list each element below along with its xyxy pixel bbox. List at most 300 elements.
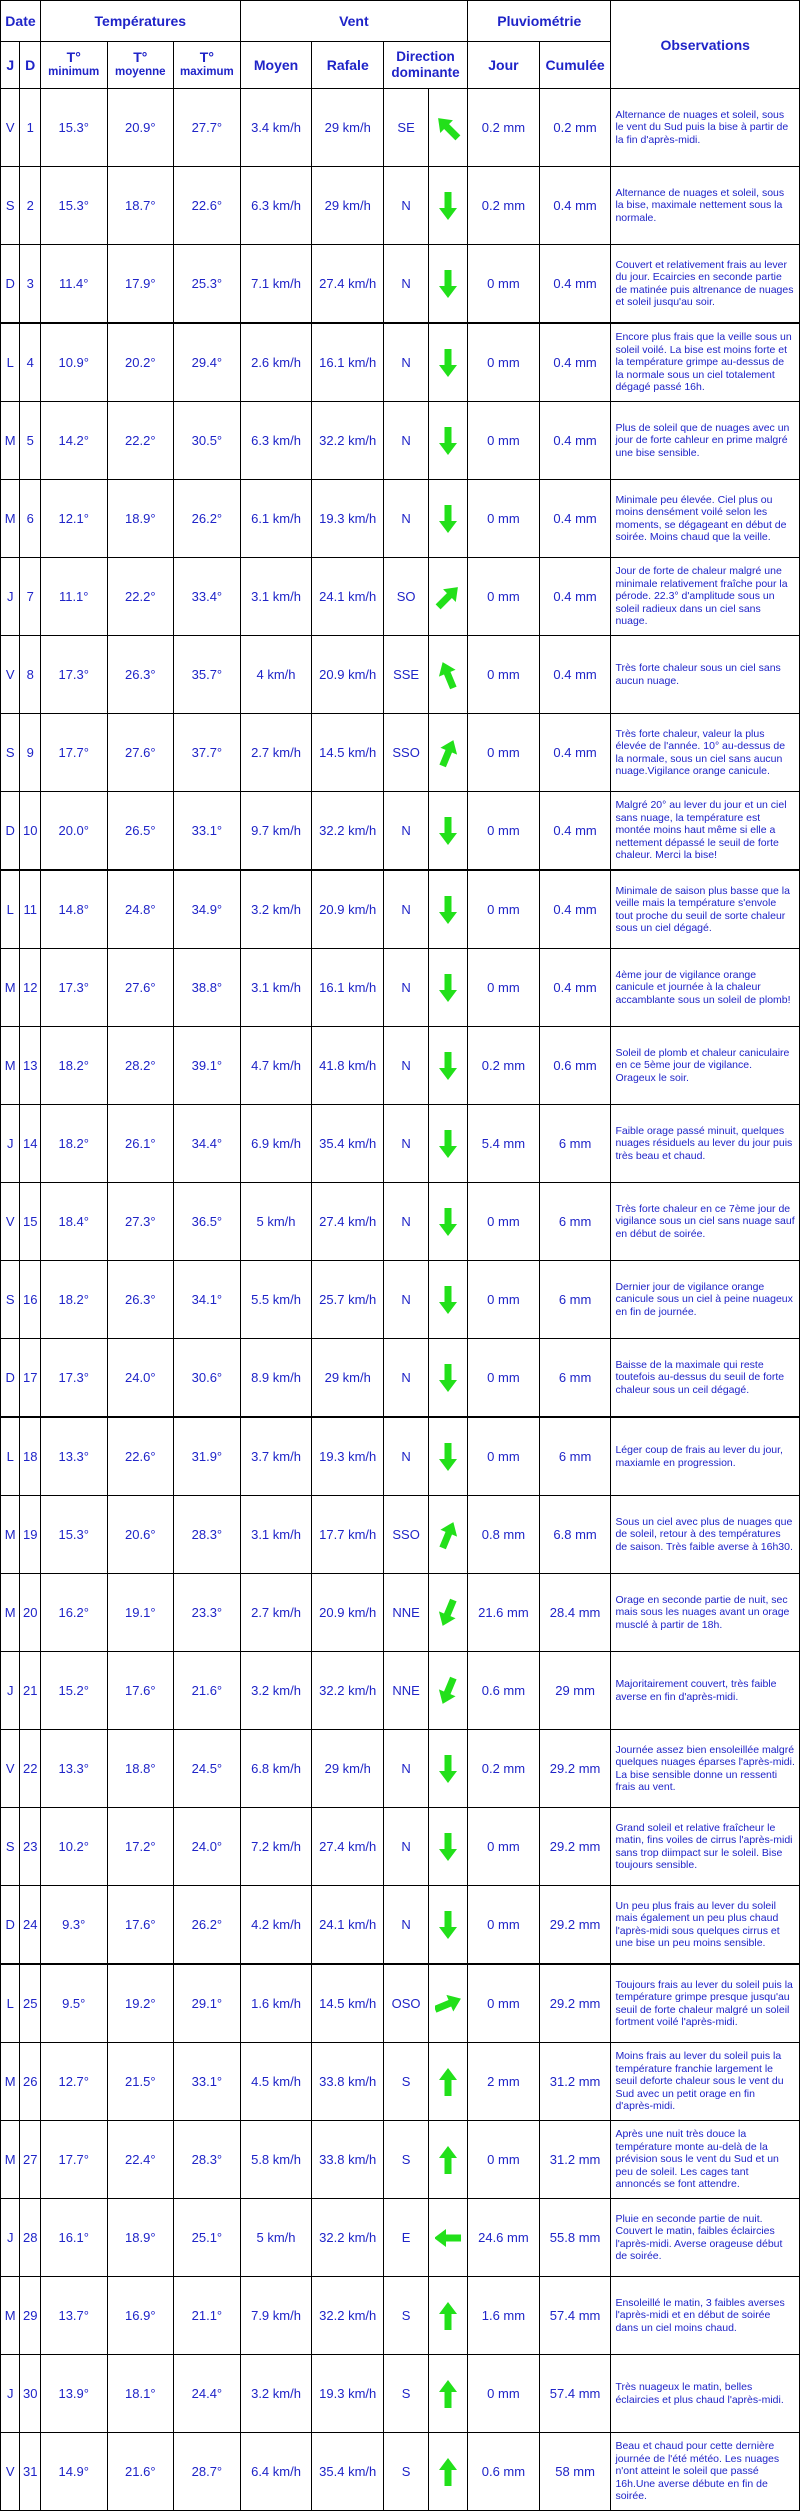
vent-moyen: 3.2 km/h — [240, 1652, 312, 1730]
day-number: 24 — [20, 1886, 41, 1965]
wind-arrow-icon — [429, 558, 468, 636]
pluie-jour: 0 mm — [468, 1261, 540, 1339]
pluie-cumulee: 29 mm — [539, 1652, 611, 1730]
pluie-cumulee: 6 mm — [539, 1105, 611, 1183]
day-number: 12 — [20, 949, 41, 1027]
observation-text: Moins frais au lever du soleil puis la température franchie largement le seuil deforte chaleur sous le vent du Sud avec un petit orage en fin d'après-midi. — [611, 2043, 800, 2121]
vent-rafale: 35.4 km/h — [312, 1105, 384, 1183]
vent-rafale: 14.5 km/h — [312, 714, 384, 792]
wind-arrow-icon — [429, 1652, 468, 1730]
temp-min: 16.2° — [40, 1574, 107, 1652]
vent-moyen: 2.7 km/h — [240, 1574, 312, 1652]
vent-direction: E — [384, 2199, 429, 2277]
vent-rafale: 19.3 km/h — [312, 1417, 384, 1496]
day-letter: D — [1, 245, 20, 324]
pluie-cumulee: 58 mm — [539, 2433, 611, 2511]
day-number: 9 — [20, 714, 41, 792]
table-row — [1, 167, 800, 245]
day-letter: M — [1, 1574, 20, 1652]
vent-direction: N — [384, 1105, 429, 1183]
table-row — [1, 2199, 800, 2277]
vent-direction: N — [384, 323, 429, 402]
pluie-jour: 0 mm — [468, 2355, 540, 2433]
pluie-cumulee: 6 mm — [539, 1261, 611, 1339]
day-number: 22 — [20, 1730, 41, 1808]
pluie-jour: 0 mm — [468, 1183, 540, 1261]
temp-min: 10.2° — [40, 1808, 107, 1886]
pluie-cumulee: 0.4 mm — [539, 714, 611, 792]
day-letter: L — [1, 870, 20, 949]
vent-direction: N — [384, 1339, 429, 1418]
vent-rafale: 14.5 km/h — [312, 1964, 384, 2043]
day-letter: V — [1, 1730, 20, 1808]
observation-text: Très forte chaleur en ce 7ème jour de vigilance sous un ciel sans nuage sauf en début de soirée. — [611, 1183, 800, 1261]
temp-moyenne: 16.9° — [107, 2277, 174, 2355]
table-row — [1, 2277, 800, 2355]
table-row — [1, 1574, 800, 1652]
vent-moyen: 3.1 km/h — [240, 949, 312, 1027]
temp-max: 38.8° — [174, 949, 241, 1027]
header-vent-moyen: Moyen — [240, 42, 312, 89]
temp-min: 17.3° — [40, 636, 107, 714]
vent-moyen: 5.5 km/h — [240, 1261, 312, 1339]
temp-max: 28.3° — [174, 2121, 241, 2199]
temp-min: 16.1° — [40, 2199, 107, 2277]
day-letter: S — [1, 1261, 20, 1339]
day-number: 3 — [20, 245, 41, 324]
temp-max: 30.5° — [174, 402, 241, 480]
temp-moyenne: 17.9° — [107, 245, 174, 324]
temp-moyenne: 21.6° — [107, 2433, 174, 2511]
observation-text: Minimale de saison plus basse que la veille mais la température s'envole tout proche du seuil de sorte chaleur sous un ciel dégagé. — [611, 870, 800, 949]
temp-moyenne: 27.6° — [107, 949, 174, 1027]
day-letter: L — [1, 323, 20, 402]
day-number: 11 — [20, 870, 41, 949]
day-letter: J — [1, 558, 20, 636]
wind-arrow-icon — [429, 1730, 468, 1808]
temp-min: 11.1° — [40, 558, 107, 636]
day-letter: S — [1, 714, 20, 792]
pluie-jour: 0.2 mm — [468, 1027, 540, 1105]
day-letter: V — [1, 1183, 20, 1261]
temp-max: 28.3° — [174, 1496, 241, 1574]
pluie-cumulee: 0.4 mm — [539, 323, 611, 402]
day-number: 19 — [20, 1496, 41, 1574]
temp-min: 20.0° — [40, 792, 107, 871]
day-letter: V — [1, 636, 20, 714]
temp-max: 35.7° — [174, 636, 241, 714]
vent-rafale: 29 km/h — [312, 1339, 384, 1418]
pluie-jour: 0 mm — [468, 949, 540, 1027]
temp-moyenne: 19.2° — [107, 1964, 174, 2043]
temp-moyenne: 27.3° — [107, 1183, 174, 1261]
pluie-cumulee: 6 mm — [539, 1183, 611, 1261]
temp-max: 34.1° — [174, 1261, 241, 1339]
vent-direction: S — [384, 2043, 429, 2121]
day-number: 23 — [20, 1808, 41, 1886]
table-row — [1, 714, 800, 792]
temp-moyenne: 21.5° — [107, 2043, 174, 2121]
temp-max: 33.1° — [174, 2043, 241, 2121]
header-tmax: T° maximum — [174, 42, 241, 89]
temp-max: 31.9° — [174, 1417, 241, 1496]
header-vent: Vent — [240, 1, 467, 42]
day-number: 2 — [20, 167, 41, 245]
pluie-cumulee: 0.4 mm — [539, 792, 611, 871]
temp-min: 17.3° — [40, 949, 107, 1027]
vent-rafale: 29 km/h — [312, 1730, 384, 1808]
vent-direction: SO — [384, 558, 429, 636]
temp-min: 13.3° — [40, 1730, 107, 1808]
temp-min: 18.4° — [40, 1183, 107, 1261]
observation-text: Un peu plus frais au lever du soleil mais également un peu plus chaud l'après-midi sous quelques cirrus et une bise un peu moins sensible. — [611, 1886, 800, 1965]
observation-text: Après une nuit très douce la température monte au-delà de la prévision sous le vent du Sud et un peu de soleil. Les cages tant annoncés se font attendre. — [611, 2121, 800, 2199]
day-letter: L — [1, 1417, 20, 1496]
vent-direction: S — [384, 2433, 429, 2511]
temp-max: 39.1° — [174, 1027, 241, 1105]
table-row — [1, 1105, 800, 1183]
vent-moyen: 7.9 km/h — [240, 2277, 312, 2355]
pluie-cumulee: 55.8 mm — [539, 2199, 611, 2277]
observation-text: Dernier jour de vigilance orange canicule sous un ciel à peine nuageux en fin de journée. — [611, 1261, 800, 1339]
table-row — [1, 323, 800, 402]
temp-moyenne: 22.6° — [107, 1417, 174, 1496]
temp-max: 25.3° — [174, 245, 241, 324]
day-number: 16 — [20, 1261, 41, 1339]
pluie-jour: 0 mm — [468, 558, 540, 636]
temp-max: 36.5° — [174, 1183, 241, 1261]
temp-moyenne: 17.2° — [107, 1808, 174, 1886]
header-day-letter: J — [1, 42, 20, 89]
observation-text: Jour de forte de chaleur malgré une minimale relativement fraîche pour la pérode. 22.3° d'amplitude sous un soleil radieux dans un ciel sans nuage. — [611, 558, 800, 636]
pluie-jour: 0.6 mm — [468, 1652, 540, 1730]
temp-min: 15.3° — [40, 89, 107, 167]
wind-arrow-icon — [429, 2199, 468, 2277]
wind-arrow-icon — [429, 89, 468, 167]
table-row — [1, 1496, 800, 1574]
vent-direction: N — [384, 949, 429, 1027]
table-row — [1, 1183, 800, 1261]
vent-moyen: 3.7 km/h — [240, 1417, 312, 1496]
vent-rafale: 32.2 km/h — [312, 2277, 384, 2355]
vent-moyen: 3.1 km/h — [240, 1496, 312, 1574]
observation-text: Très forte chaleur sous un ciel sans aucun nuage. — [611, 636, 800, 714]
temp-moyenne: 22.4° — [107, 2121, 174, 2199]
temp-min: 9.3° — [40, 1886, 107, 1965]
temp-moyenne: 19.1° — [107, 1574, 174, 1652]
vent-rafale: 17.7 km/h — [312, 1496, 384, 1574]
pluie-jour: 21.6 mm — [468, 1574, 540, 1652]
vent-rafale: 27.4 km/h — [312, 1808, 384, 1886]
header-pluie-cumulee: Cumulée — [539, 42, 611, 89]
wind-arrow-icon — [429, 245, 468, 324]
vent-moyen: 2.6 km/h — [240, 323, 312, 402]
vent-rafale: 32.2 km/h — [312, 792, 384, 871]
temp-moyenne: 26.5° — [107, 792, 174, 871]
pluie-cumulee: 29.2 mm — [539, 1730, 611, 1808]
table-row — [1, 870, 800, 949]
vent-direction: N — [384, 1027, 429, 1105]
wind-arrow-icon — [429, 792, 468, 871]
day-letter: M — [1, 480, 20, 558]
vent-rafale: 32.2 km/h — [312, 2199, 384, 2277]
day-number: 14 — [20, 1105, 41, 1183]
pluie-jour: 24.6 mm — [468, 2199, 540, 2277]
day-number: 18 — [20, 1417, 41, 1496]
wind-arrow-icon — [429, 1105, 468, 1183]
pluie-cumulee: 0.4 mm — [539, 480, 611, 558]
temp-moyenne: 18.9° — [107, 480, 174, 558]
wind-arrow-icon — [429, 1417, 468, 1496]
day-letter: D — [1, 1339, 20, 1418]
vent-rafale: 16.1 km/h — [312, 949, 384, 1027]
header-pluviometrie: Pluviométrie — [468, 1, 611, 42]
temp-min: 13.9° — [40, 2355, 107, 2433]
observation-text: Sous un ciel avec plus de nuages que de soleil, retour à des températures de saison. Très faible averse à 16h30. — [611, 1496, 800, 1574]
day-number: 4 — [20, 323, 41, 402]
day-number: 13 — [20, 1027, 41, 1105]
vent-moyen: 6.4 km/h — [240, 2433, 312, 2511]
observation-text: Majoritairement couvert, très faible averse en fin d'après-midi. — [611, 1652, 800, 1730]
vent-rafale: 35.4 km/h — [312, 2433, 384, 2511]
wind-arrow-icon — [429, 1027, 468, 1105]
vent-direction: N — [384, 1730, 429, 1808]
pluie-jour: 0 mm — [468, 245, 540, 324]
wind-arrow-icon — [429, 949, 468, 1027]
pluie-cumulee: 0.4 mm — [539, 870, 611, 949]
vent-direction: N — [384, 1808, 429, 1886]
observation-text: Plus de soleil que de nuages avec un jour de forte cahleur en prime malgré une bise sensible. — [611, 402, 800, 480]
day-number: 1 — [20, 89, 41, 167]
temp-max: 37.7° — [174, 714, 241, 792]
wind-arrow-icon — [429, 2277, 468, 2355]
header-tmin: T° minimum — [40, 42, 107, 89]
header-observations: Observations — [611, 1, 800, 89]
vent-rafale: 20.9 km/h — [312, 870, 384, 949]
observation-text: Malgré 20° au lever du jour et un ciel sans nuage, la température est montée moins haut même si elle a nettement dépassé le seuil de forte chaleur. Merci la bise! — [611, 792, 800, 871]
observation-text: Pluie en seconde partie de nuit. Couvert le matin, faibles éclaircies l'après-midi. Averse orageuse début de soirée. — [611, 2199, 800, 2277]
day-letter: L — [1, 1964, 20, 2043]
vent-direction: N — [384, 402, 429, 480]
day-letter: J — [1, 2355, 20, 2433]
pluie-jour: 0.2 mm — [468, 167, 540, 245]
observation-text: Ensoleillé le matin, 3 faibles averses l'après-midi et en début de soirée dans un ciel moins chaud. — [611, 2277, 800, 2355]
table-row — [1, 1808, 800, 1886]
day-number: 20 — [20, 1574, 41, 1652]
pluie-cumulee: 0.4 mm — [539, 949, 611, 1027]
temp-max: 21.6° — [174, 1652, 241, 1730]
pluie-cumulee: 57.4 mm — [539, 2355, 611, 2433]
day-number: 26 — [20, 2043, 41, 2121]
vent-rafale: 19.3 km/h — [312, 480, 384, 558]
observation-text: Alternance de nuages et soleil, sous le vent du Sud puis la bise à partir de la fin d'après-midi. — [611, 89, 800, 167]
wind-arrow-icon — [429, 167, 468, 245]
day-number: 6 — [20, 480, 41, 558]
observation-text: Minimale peu élevée. Ciel plus ou moins densément voilé selon les moments, se dégageant en début de soirée. Moins chaud que la veille. — [611, 480, 800, 558]
temp-max: 33.1° — [174, 792, 241, 871]
observation-text: 4ème jour de vigilance orange canicule et journée à la chaleur accamblante sous un soleil de plomb! — [611, 949, 800, 1027]
pluie-cumulee: 6 mm — [539, 1417, 611, 1496]
vent-rafale: 29 km/h — [312, 89, 384, 167]
day-letter: J — [1, 1105, 20, 1183]
temp-max: 34.4° — [174, 1105, 241, 1183]
day-number: 15 — [20, 1183, 41, 1261]
vent-direction: SSE — [384, 636, 429, 714]
table-row — [1, 245, 800, 324]
day-letter: V — [1, 89, 20, 167]
temp-moyenne: 17.6° — [107, 1652, 174, 1730]
table-row — [1, 1027, 800, 1105]
day-number: 25 — [20, 1964, 41, 2043]
pluie-jour: 0 mm — [468, 1808, 540, 1886]
temp-min: 12.7° — [40, 2043, 107, 2121]
pluie-jour: 0.6 mm — [468, 2433, 540, 2511]
pluie-cumulee: 6.8 mm — [539, 1496, 611, 1574]
day-letter: M — [1, 2043, 20, 2121]
day-letter: D — [1, 792, 20, 871]
header-pluie-jour: Jour — [468, 42, 540, 89]
temp-min: 12.1° — [40, 480, 107, 558]
table-row — [1, 2121, 800, 2199]
table-row — [1, 89, 800, 167]
pluie-cumulee: 31.2 mm — [539, 2121, 611, 2199]
day-number: 30 — [20, 2355, 41, 2433]
vent-rafale: 41.8 km/h — [312, 1027, 384, 1105]
temp-moyenne: 20.6° — [107, 1496, 174, 1574]
vent-moyen: 3.1 km/h — [240, 558, 312, 636]
vent-moyen: 8.9 km/h — [240, 1339, 312, 1418]
pluie-jour: 0 mm — [468, 1886, 540, 1965]
table-row — [1, 1730, 800, 1808]
wind-arrow-icon — [429, 2043, 468, 2121]
pluie-cumulee: 29.2 mm — [539, 1808, 611, 1886]
vent-moyen: 6.8 km/h — [240, 1730, 312, 1808]
wind-arrow-icon — [429, 870, 468, 949]
temp-moyenne: 26.3° — [107, 1261, 174, 1339]
table-row — [1, 2355, 800, 2433]
vent-direction: S — [384, 2355, 429, 2433]
day-letter: M — [1, 949, 20, 1027]
temp-max: 29.4° — [174, 323, 241, 402]
day-letter: M — [1, 2277, 20, 2355]
header-tmoy: T° moyenne — [107, 42, 174, 89]
observation-text: Alternance de nuages et soleil, sous la bise, maximale nettement sous la normale. — [611, 167, 800, 245]
day-letter: M — [1, 1496, 20, 1574]
vent-rafale: 16.1 km/h — [312, 323, 384, 402]
pluie-cumulee: 0.4 mm — [539, 636, 611, 714]
pluie-jour: 0 mm — [468, 480, 540, 558]
temp-moyenne: 24.0° — [107, 1339, 174, 1418]
pluie-cumulee: 0.4 mm — [539, 245, 611, 324]
day-letter: S — [1, 167, 20, 245]
pluie-jour: 0 mm — [468, 870, 540, 949]
vent-rafale: 24.1 km/h — [312, 1886, 384, 1965]
vent-rafale: 19.3 km/h — [312, 2355, 384, 2433]
header-temperatures: Températures — [40, 1, 240, 42]
vent-direction: N — [384, 1417, 429, 1496]
pluie-jour: 0 mm — [468, 1339, 540, 1418]
wind-arrow-icon — [429, 1183, 468, 1261]
table-row — [1, 1261, 800, 1339]
temp-max: 25.1° — [174, 2199, 241, 2277]
vent-rafale: 25.7 km/h — [312, 1261, 384, 1339]
observation-text: Baisse de la maximale qui reste toutefois au-dessus du seuil de forte chaleur sous un ceil dégagé. — [611, 1339, 800, 1418]
vent-direction: SE — [384, 89, 429, 167]
vent-direction: N — [384, 167, 429, 245]
temp-max: 30.6° — [174, 1339, 241, 1418]
temp-max: 33.4° — [174, 558, 241, 636]
vent-direction: N — [384, 1183, 429, 1261]
temp-min: 18.2° — [40, 1261, 107, 1339]
vent-moyen: 3.2 km/h — [240, 870, 312, 949]
vent-direction: N — [384, 870, 429, 949]
wind-arrow-icon — [429, 1261, 468, 1339]
observation-text: Beau et chaud pour cette dernière journée de l'été météo. Les nuages n'ont atteint le soleil que passé 16h.Une averse débute en fin de soirée. — [611, 2433, 800, 2511]
vent-moyen: 9.7 km/h — [240, 792, 312, 871]
vent-moyen: 6.3 km/h — [240, 167, 312, 245]
table-row — [1, 558, 800, 636]
temp-max: 23.3° — [174, 1574, 241, 1652]
table-row — [1, 1964, 800, 2043]
observation-text: Soleil de plomb et chaleur caniculaire en ce 5ème jour de vigilance. Orageux le soir. — [611, 1027, 800, 1105]
header-date: Date — [1, 1, 41, 42]
pluie-jour: 0.2 mm — [468, 89, 540, 167]
temp-min: 15.3° — [40, 167, 107, 245]
pluie-cumulee: 0.4 mm — [539, 402, 611, 480]
pluie-cumulee: 29.2 mm — [539, 1886, 611, 1965]
pluie-cumulee: 0.2 mm — [539, 89, 611, 167]
day-letter: J — [1, 1652, 20, 1730]
temp-moyenne: 18.1° — [107, 2355, 174, 2433]
temp-min: 17.7° — [40, 2121, 107, 2199]
pluie-cumulee: 0.6 mm — [539, 1027, 611, 1105]
temp-max: 22.6° — [174, 167, 241, 245]
pluie-cumulee: 28.4 mm — [539, 1574, 611, 1652]
day-letter: M — [1, 2121, 20, 2199]
temp-min: 18.2° — [40, 1027, 107, 1105]
wind-arrow-icon — [429, 402, 468, 480]
pluie-cumulee: 0.4 mm — [539, 558, 611, 636]
observation-text: Couvert et relativement frais au lever du jour. Ecaircies en seconde partie de matinée puis altrenance de nuages et soleil jusqu'au soir. — [611, 245, 800, 324]
day-number: 5 — [20, 402, 41, 480]
vent-rafale: 27.4 km/h — [312, 1183, 384, 1261]
pluie-jour: 0.2 mm — [468, 1730, 540, 1808]
day-letter: M — [1, 402, 20, 480]
observation-text: Journée assez bien ensoleillée malgré quelques nuages éparses l'après-midi. La bise sensible donne un ressenti frais au vent. — [611, 1730, 800, 1808]
vent-moyen: 5 km/h — [240, 1183, 312, 1261]
temp-moyenne: 22.2° — [107, 402, 174, 480]
temp-moyenne: 20.9° — [107, 89, 174, 167]
vent-moyen: 4.2 km/h — [240, 1886, 312, 1965]
vent-direction: S — [384, 2277, 429, 2355]
observation-text: Léger coup de frais au lever du jour, maxiamle en progression. — [611, 1417, 800, 1496]
vent-rafale: 32.2 km/h — [312, 1652, 384, 1730]
temp-moyenne: 28.2° — [107, 1027, 174, 1105]
wind-arrow-icon — [429, 636, 468, 714]
table-row — [1, 636, 800, 714]
vent-moyen: 2.7 km/h — [240, 714, 312, 792]
day-number: 7 — [20, 558, 41, 636]
pluie-jour: 0 mm — [468, 636, 540, 714]
header-direction: Direction dominante — [384, 42, 468, 89]
temp-min: 10.9° — [40, 323, 107, 402]
temp-max: 29.1° — [174, 1964, 241, 2043]
temp-max: 21.1° — [174, 2277, 241, 2355]
observation-text: Encore plus frais que la veille sous un soleil voilé. La bise est moins forte et la température grimpe au-dessus de la normale sous un ciel totalement dégagé passé 16h. — [611, 323, 800, 402]
vent-direction: N — [384, 245, 429, 324]
vent-moyen: 4.5 km/h — [240, 2043, 312, 2121]
vent-rafale: 33.8 km/h — [312, 2043, 384, 2121]
